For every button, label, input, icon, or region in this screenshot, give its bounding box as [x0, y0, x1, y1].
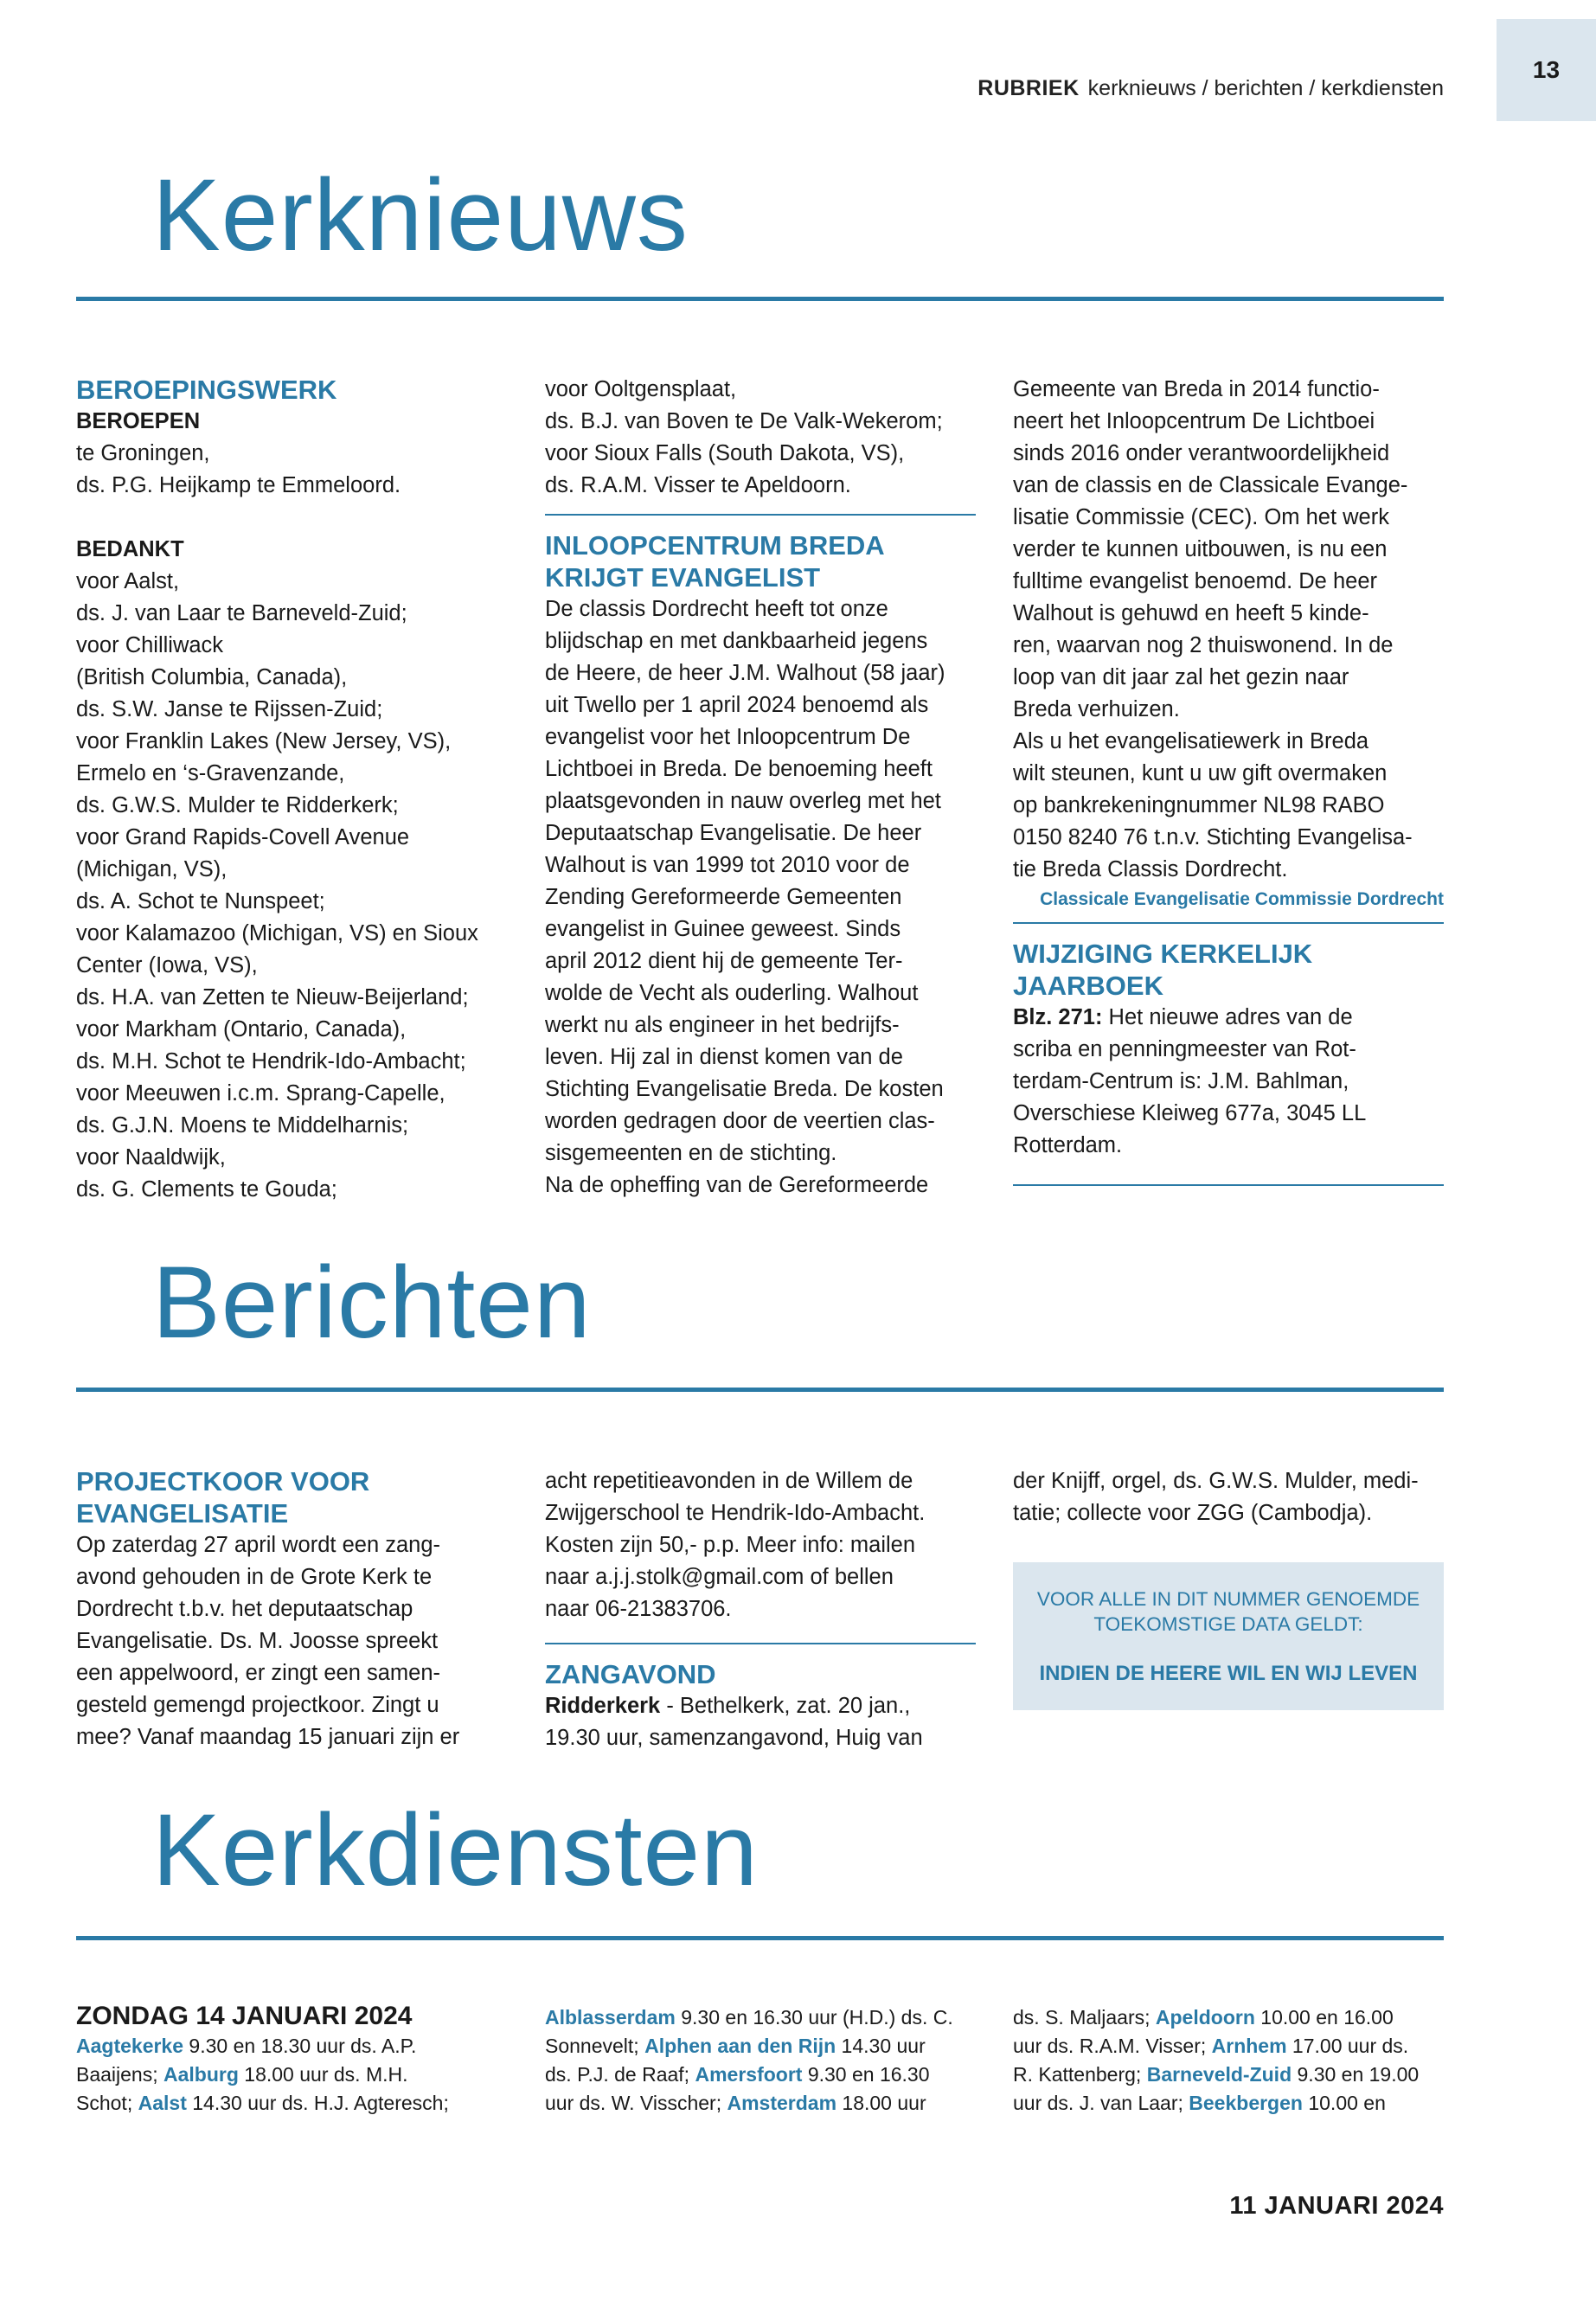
- text-line: Evangelisatie. Ds. M. Joosse spreekt: [76, 1629, 439, 1653]
- text-line: De classis Dordrecht heeft tot onze: [545, 597, 888, 621]
- text-line: lisatie Commissie (CEC). Om het werk: [1013, 505, 1389, 529]
- text-line: gesteld gemengd projectkoor. Zingt u: [76, 1693, 439, 1717]
- text-line: ds. G.W.S. Mulder te Ridderkerk;: [76, 793, 399, 817]
- service-detail: 9.30 en 19.00: [1292, 2063, 1420, 2086]
- text-line: ds. G. Clements te Gouda;: [76, 1177, 337, 1202]
- service-detail: 14.30 uur: [836, 2035, 926, 2057]
- text-line: Na de opheffing van de Gereformeerde: [545, 1173, 929, 1197]
- text-line: een appelwoord, er zingt een samen-: [76, 1661, 441, 1685]
- text-line: leven. Hij zal in dienst komen van de: [545, 1045, 903, 1069]
- kerkdiensten-column-2: [545, 2003, 976, 2118]
- service-line: [545, 2089, 976, 2118]
- issue-date: 11 JANUARI 2024: [1229, 2192, 1444, 2220]
- place-name: Aalst: [138, 2092, 187, 2114]
- service-list: [545, 2003, 976, 2118]
- beroepen-list: [76, 438, 507, 502]
- kerkdiensten-column-1: [76, 2000, 507, 2118]
- service-line: [545, 2032, 976, 2061]
- service-line: [1013, 2089, 1444, 2118]
- section-rule: [76, 297, 1444, 301]
- article-divider: [545, 1643, 976, 1644]
- text-line: werkt nu als engineer in het bedrijfs-: [545, 1013, 900, 1037]
- service-detail: uur ds. R.A.M. Visser;: [1013, 2035, 1212, 2057]
- text-line: voor Sioux Falls (South Dakota, VS),: [545, 441, 905, 465]
- rubriek-sections: kerknieuws / berichten / kerkdiensten: [1087, 76, 1444, 100]
- text-line: ds. A. Schot te Nunspeet;: [76, 889, 325, 913]
- service-detail: 18.00 uur ds. M.H.: [238, 2063, 408, 2086]
- text-line: sisgemeenten en de stichting.: [545, 1141, 837, 1165]
- service-detail: uur ds. W. Visscher;: [545, 2092, 727, 2114]
- berichten-column-3: [1013, 1465, 1444, 1710]
- bedankt-continued-list: [545, 374, 976, 502]
- place-name: Amersfoort: [695, 2063, 803, 2086]
- berichten-column-2: [545, 1465, 976, 1754]
- text-line: naar 06-21383706.: [545, 1597, 732, 1621]
- zangavond-second-line: 19.30 uur, samenzangavond, Huig van: [545, 1726, 923, 1750]
- text-line: ren, waarvan nog 2 thuiswonend. In de: [1013, 633, 1394, 657]
- text-line: voor Chilliwack: [76, 633, 224, 657]
- service-detail: Sonnevelt;: [545, 2035, 645, 2057]
- text-line: tie Breda Classis Dordrecht.: [1013, 857, 1288, 881]
- text-line: mee? Vanaf maandag 15 januari zijn er: [76, 1725, 460, 1749]
- text-line: scriba en penningmeester van Rot-: [1013, 1037, 1356, 1061]
- service-detail: 9.30 en 16.30: [802, 2063, 930, 2086]
- zangavond-heading: ZANGAVOND: [545, 1659, 716, 1689]
- text-line: voor Meeuwen i.c.m. Sprang-Capelle,: [76, 1081, 445, 1106]
- service-date-heading: ZONDAG 14 JANUARI 2024: [76, 2002, 413, 2030]
- text-line: 0150 8240 76 t.n.v. Stichting Evangelisa-: [1013, 825, 1413, 849]
- text-line: voor Kalamazoo (Michigan, VS) en Sioux: [76, 921, 478, 945]
- kerkdiensten-column-3: [1013, 2003, 1444, 2118]
- jaarboek-first-line: Het nieuwe adres van de: [1102, 1005, 1353, 1029]
- jaarboek-heading-2: JAARBOEK: [1013, 971, 1163, 1001]
- text-line: van de classis en de Classicale Evange-: [1013, 473, 1408, 497]
- text-line: voor Aalst,: [76, 569, 180, 593]
- article-divider: [545, 514, 976, 516]
- service-detail: 10.00 en 16.00: [1254, 2006, 1394, 2029]
- service-line: [1013, 2032, 1444, 2061]
- zangavond-body-continued: [1013, 1465, 1444, 1529]
- service-list: [76, 2032, 507, 2118]
- service-detail: 10.00 en: [1302, 2092, 1386, 2114]
- jaarboek-page-ref: Blz. 271:: [1013, 1005, 1103, 1029]
- notice-line-1: VOOR ALLE IN DIT NUMMER GENOEMDE: [1036, 1588, 1420, 1610]
- text-line: loop van dit jaar zal het gezin naar: [1013, 665, 1349, 689]
- service-detail: 14.30 uur ds. H.J. Agteresch;: [186, 2092, 449, 2114]
- inloopcentrum-heading-2: KRIJGT EVANGELIST: [545, 562, 821, 593]
- text-line: avond gehouden in de Grote Kerk te: [76, 1565, 433, 1589]
- notice-box: [1013, 1562, 1444, 1710]
- beroepingswerk-column: [76, 374, 507, 1206]
- place-name: Barneveld-Zuid: [1146, 2063, 1292, 2086]
- text-line: (British Columbia, Canada),: [76, 665, 348, 689]
- text-line: blijdschap en met dankbaarheid jegens: [545, 629, 928, 653]
- section-rule: [76, 1388, 1444, 1392]
- place-name: Alphen aan den Rijn: [644, 2035, 836, 2057]
- page-number: 13: [1497, 19, 1596, 121]
- text-line: fulltime evangelist benoemd. De heer: [1013, 569, 1377, 593]
- text-line: evangelist in Guinee geweest. Sinds: [545, 917, 901, 941]
- service-detail: 9.30 en 18.30 uur ds. A.P.: [183, 2035, 417, 2057]
- text-line: Zwijgerschool te Hendrik-Ido-Ambacht.: [545, 1501, 926, 1525]
- text-line: Dordrecht t.b.v. het deputaatschap: [76, 1597, 413, 1621]
- text-line: der Knijff, orgel, ds. G.W.S. Mulder, medi-: [1013, 1469, 1419, 1493]
- text-line: ds. S.W. Janse te Rijssen-Zuid;: [76, 697, 383, 721]
- article-signature: Classicale Evangelisatie Commissie Dordrecht: [1040, 889, 1444, 909]
- service-line: [76, 2089, 507, 2118]
- text-line: voor Markham (Ontario, Canada),: [76, 1017, 407, 1042]
- text-line: wilt steunen, kunt u uw gift overmaken: [1013, 761, 1388, 785]
- text-line: Op zaterdag 27 april wordt een zang-: [76, 1533, 440, 1557]
- text-line: ds. R.A.M. Visser te Apeldoorn.: [545, 473, 851, 497]
- text-line: ds. H.A. van Zetten te Nieuw-Beijerland;: [76, 985, 469, 1009]
- text-line: naar a.j.j.stolk@gmail.com of bellen: [545, 1565, 894, 1589]
- place-name: Apeldoorn: [1155, 2006, 1255, 2029]
- service-line: [1013, 2003, 1444, 2032]
- bedankt-label: BEDANKT: [76, 537, 184, 561]
- service-detail: Baaijens;: [76, 2063, 164, 2086]
- rubriek-label: RUBRIEK: [977, 76, 1080, 100]
- text-line: uit Twello per 1 april 2024 benoemd als: [545, 693, 929, 717]
- zangavond-first-line: - Bethelkerk, zat. 20 jan.,: [660, 1694, 911, 1718]
- text-line: (Michigan, VS),: [76, 857, 228, 881]
- text-line: Ermelo en ‘s-Gravenzande,: [76, 761, 345, 785]
- text-line: acht repetitieavonden in de Willem de: [545, 1469, 913, 1493]
- section-title-berichten: Berichten: [152, 1246, 592, 1360]
- text-line: de Heere, de heer J.M. Walhout (58 jaar): [545, 661, 945, 685]
- bedankt-list: [76, 566, 507, 1206]
- inloopcentrum-body: [545, 593, 976, 1202]
- text-line: te Groningen,: [76, 441, 210, 465]
- service-line: [76, 2032, 507, 2061]
- jaarboek-heading-1: WIJZIGING KERKELIJK: [1013, 939, 1313, 969]
- text-line: voor Franklin Lakes (New Jersey, VS),: [76, 729, 452, 753]
- inloopcentrum-heading-1: INLOOPCENTRUM BREDA: [545, 530, 885, 561]
- place-name: Arnhem: [1211, 2035, 1287, 2057]
- text-line: voor Ooltgensplaat,: [545, 377, 737, 401]
- kerknieuws-column-3: [1013, 374, 1444, 1200]
- text-line: ds. P.G. Heijkamp te Emmeloord.: [76, 473, 401, 497]
- service-detail: R. Kattenberg;: [1013, 2063, 1147, 2086]
- text-line: Deputaatschap Evangelisatie. De heer: [545, 821, 922, 845]
- text-line: Als u het evangelisatiewerk in Breda: [1013, 729, 1369, 753]
- place-name: Beekbergen: [1189, 2092, 1303, 2114]
- service-line: [76, 2061, 507, 2089]
- place-name: Amsterdam: [727, 2092, 837, 2114]
- text-line: plaatsgevonden in nauw overleg met het: [545, 789, 941, 813]
- text-line: ds. M.H. Schot te Hendrik-Ido-Ambacht;: [76, 1049, 466, 1074]
- text-line: Rotterdam.: [1013, 1133, 1123, 1157]
- projectkoor-body-continued: [545, 1465, 976, 1625]
- text-line: Breda verhuizen.: [1013, 697, 1180, 721]
- text-line: april 2012 dient hij de gemeente Ter-: [545, 949, 903, 973]
- kerknieuws-column-2: [545, 374, 976, 1202]
- text-line: ds. J. van Laar te Barneveld-Zuid;: [76, 601, 407, 625]
- inloopcentrum-body-continued: [1013, 374, 1444, 886]
- section-title-kerkdiensten: Kerkdiensten: [152, 1793, 759, 1907]
- place-name: Alblasserdam: [545, 2006, 676, 2029]
- service-line: [545, 2003, 976, 2032]
- text-line: voor Naaldwijk,: [76, 1145, 226, 1170]
- service-detail: Schot;: [76, 2092, 138, 2114]
- section-rule: [76, 1936, 1444, 1940]
- projectkoor-heading-1: PROJECTKOOR VOOR: [76, 1466, 370, 1497]
- text-line: wolde de Vecht als ouderling. Walhout: [545, 981, 919, 1005]
- service-line: [1013, 2061, 1444, 2089]
- text-line: tatie; collecte voor ZGG (Cambodja).: [1013, 1501, 1373, 1525]
- beroepen-label: BEROEPEN: [76, 409, 201, 433]
- service-detail: 9.30 en 16.30 uur (H.D.) ds. C.: [675, 2006, 953, 2029]
- text-line: Zending Gereformeerde Gemeenten: [545, 885, 902, 909]
- text-line: Gemeente van Breda in 2014 functio-: [1013, 377, 1380, 401]
- service-detail: ds. P.J. de Raaf;: [545, 2063, 695, 2086]
- text-line: Kosten zijn 50,- p.p. Meer info: mailen: [545, 1533, 916, 1557]
- service-list: [1013, 2003, 1444, 2118]
- service-detail: uur ds. J. van Laar;: [1013, 2092, 1189, 2114]
- service-detail: ds. S. Maljaars;: [1013, 2006, 1156, 2029]
- section-title-kerknieuws: Kerknieuws: [152, 158, 689, 272]
- projectkoor-body: [76, 1529, 507, 1753]
- text-line: Lichtboei in Breda. De benoeming heeft: [545, 757, 933, 781]
- article-divider: [1013, 922, 1444, 924]
- service-line: [545, 2061, 976, 2089]
- text-line: Center (Iowa, VS),: [76, 953, 258, 977]
- text-line: voor Grand Rapids-Covell Avenue: [76, 825, 410, 849]
- text-line: ds. G.J.N. Moens te Middelharnis;: [76, 1113, 409, 1138]
- text-line: Stichting Evangelisatie Breda. De kosten: [545, 1077, 944, 1101]
- notice-line-2: TOEKOMSTIGE DATA GELDT:: [1093, 1613, 1363, 1635]
- jaarboek-body: [1013, 1034, 1444, 1162]
- text-line: Overschiese Kleiweg 677a, 3045 LL: [1013, 1101, 1367, 1125]
- text-line: op bankrekeningnummer NL98 RABO: [1013, 793, 1385, 817]
- text-line: worden gedragen door de veertien clas-: [545, 1109, 935, 1133]
- notice-emphasis: INDIEN DE HEERE WIL EN WIJ LEVEN: [1039, 1662, 1418, 1685]
- text-line: terdam-Centrum is: J.M. Bahlman,: [1013, 1069, 1349, 1093]
- text-line: evangelist voor het Inloopcentrum De: [545, 725, 911, 749]
- text-line: Walhout is gehuwd en heeft 5 kinde-: [1013, 601, 1369, 625]
- section-header: [977, 76, 1444, 101]
- projectkoor-column: [76, 1465, 507, 1753]
- zangavond-location: Ridderkerk: [545, 1694, 661, 1718]
- text-line: Walhout is van 1999 tot 2010 voor de: [545, 853, 910, 877]
- text-line: ds. B.J. van Boven te De Valk-Wekerom;: [545, 409, 943, 433]
- beroepingswerk-heading: BEROEPINGSWERK: [76, 375, 337, 405]
- text-line: verder te kunnen uitbouwen, is nu een: [1013, 537, 1388, 561]
- place-name: Aalburg: [163, 2063, 239, 2086]
- service-detail: 18.00 uur: [836, 2092, 926, 2114]
- service-detail: 17.00 uur ds.: [1286, 2035, 1409, 2057]
- projectkoor-heading-2: EVANGELISATIE: [76, 1498, 289, 1529]
- article-divider: [1013, 1184, 1444, 1186]
- text-line: sinds 2016 onder verantwoordelijkheid: [1013, 441, 1390, 465]
- text-line: neert het Inloopcentrum De Lichtboei: [1013, 409, 1375, 433]
- place-name: Aagtekerke: [76, 2035, 184, 2057]
